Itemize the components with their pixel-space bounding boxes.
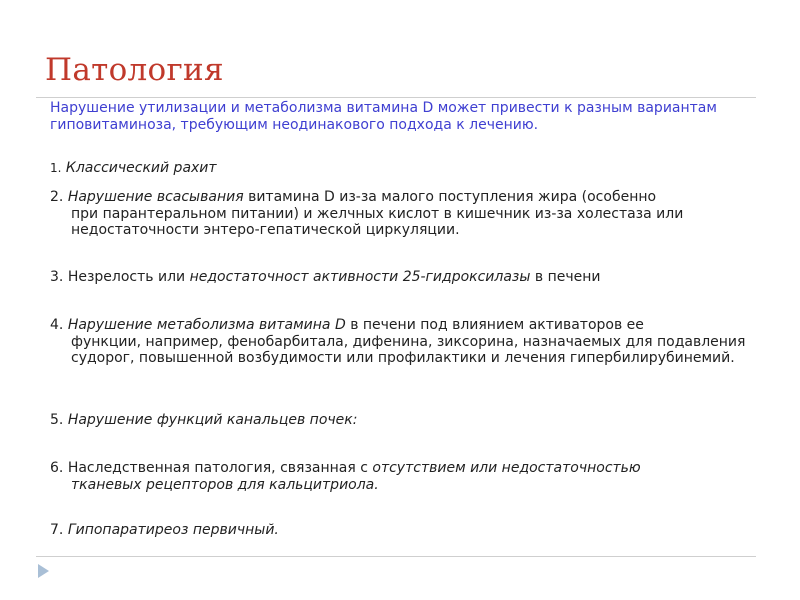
item-continuation: при парантеральном питании) и желчных кислот в кишечник из-за холестаза или недостаточности энтеро-гепатической циркуляции.	[71, 205, 684, 238]
list-item-1	[50, 160, 755, 177]
item-italic-text: недостаточност активности 25-гидроксилазы	[189, 269, 531, 285]
item-text: витамина D из-за малого поступления жира (особенно	[248, 189, 657, 205]
item-text: в печени под влиянием активаторов ее	[350, 317, 644, 333]
item-continuation: тканевых рецепторов для кальцитриола.	[71, 476, 379, 493]
list-item-4	[50, 317, 755, 367]
item-italic-text: Нарушение функций канальцев почек:	[67, 412, 358, 428]
item-text: Наследственная патология, связанная с	[67, 460, 368, 476]
item-text: Незрелость или	[67, 269, 186, 285]
item-number: 1.	[50, 161, 62, 175]
item-number: 7.	[50, 522, 64, 538]
item-number: 6.	[50, 460, 64, 476]
item-italic-text: Нарушение всасывания	[67, 189, 244, 205]
item-number: 4.	[50, 317, 64, 333]
item-number: 5.	[50, 412, 64, 428]
item-italic-text: Нарушение метаболизма витамина D	[67, 317, 346, 333]
list-item-2	[50, 189, 755, 239]
next-arrow-icon[interactable]	[38, 564, 49, 578]
list-item-5	[50, 412, 755, 429]
slide-title: Патология	[45, 52, 224, 88]
item-italic-text: Гипопаратиреоз первичный.	[67, 522, 279, 538]
item-number: 3.	[50, 269, 64, 285]
title-divider	[36, 97, 756, 98]
item-text-end: в печени	[534, 269, 601, 285]
slide-subtitle: Нарушение утилизации и метаболизма витамина D может привести к разным вариантам гиповитаминоза, требующим неодинакового подхода к лечению.	[50, 100, 717, 133]
item-italic-text: отсутствием или недостаточностью	[372, 460, 641, 476]
list-item-7	[50, 522, 755, 539]
footer-divider	[36, 556, 756, 557]
list-item-6	[50, 460, 755, 493]
item-continuation: функции, например, фенобарбитала, дифенина, зиксорина, назначаемых для подавления судорог, повышенной возбудимости или профилактики и лечения гипербилирубинемий.	[71, 333, 746, 366]
item-italic-text: Классический рахит	[65, 160, 217, 176]
list-item-3	[50, 269, 755, 286]
item-number: 2.	[50, 189, 64, 205]
